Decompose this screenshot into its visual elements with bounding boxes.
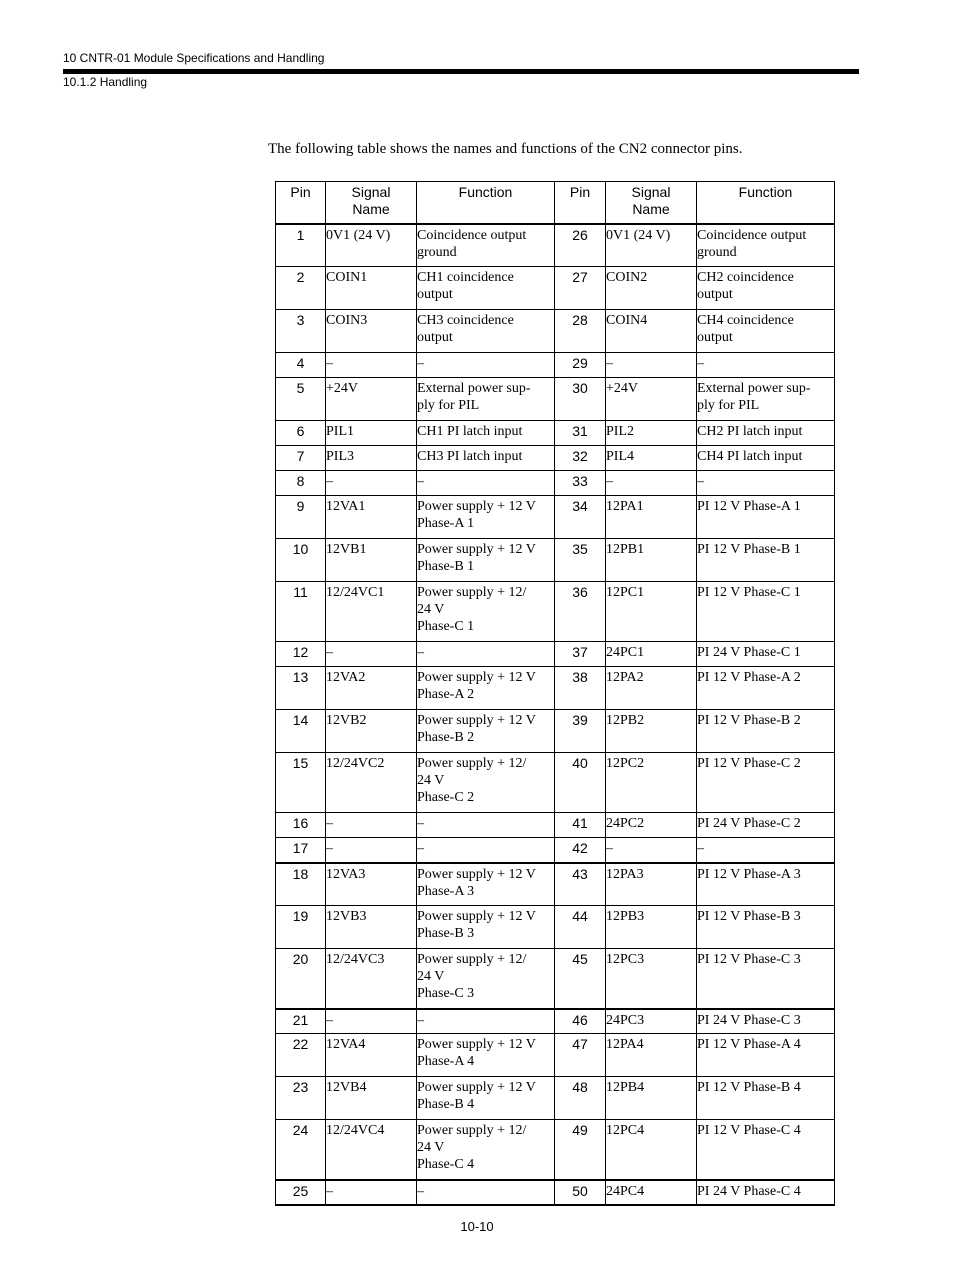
function-cell: Power supply + 12 V Phase-A 3 <box>417 863 555 906</box>
table-row <box>276 813 835 838</box>
function-cell: Power supply + 12 V Phase-A 4 <box>417 1034 555 1077</box>
table-row <box>276 471 835 496</box>
table-row <box>276 949 835 1009</box>
function-cell: External power sup- ply for PIL <box>417 378 555 421</box>
function-cell: Power supply + 12 V Phase-B 1 <box>417 539 555 582</box>
column-header-pin: Pin <box>276 182 326 224</box>
signal-name-cell: 12PA4 <box>606 1034 697 1077</box>
signal-name-cell: +24V <box>606 378 697 421</box>
signal-name-cell: – <box>326 642 417 667</box>
function-cell: – <box>417 838 555 863</box>
function-cell: PI 12 V Phase-B 3 <box>697 906 835 949</box>
signal-name-cell: COIN4 <box>606 310 697 353</box>
table-row <box>276 421 835 446</box>
signal-name-cell: 12PA1 <box>606 496 697 539</box>
signal-name-cell: 12VA1 <box>326 496 417 539</box>
function-cell: CH3 coincidence output <box>417 310 555 353</box>
column-header-function: Function <box>417 182 555 224</box>
signal-name-cell: COIN2 <box>606 267 697 310</box>
table-row <box>276 353 835 378</box>
pin-cell: 29 <box>555 353 606 378</box>
function-cell: PI 12 V Phase-A 4 <box>697 1034 835 1077</box>
function-cell: CH2 coincidence output <box>697 267 835 310</box>
function-cell: Coincidence output ground <box>697 224 835 267</box>
signal-name-cell: – <box>606 353 697 378</box>
function-cell: PI 12 V Phase-C 2 <box>697 753 835 813</box>
signal-name-cell: 12VA4 <box>326 1034 417 1077</box>
function-cell: Power supply + 12/ 24 V Phase-C 2 <box>417 753 555 813</box>
function-cell: PI 24 V Phase-C 3 <box>697 1009 835 1034</box>
function-cell: Power supply + 12 V Phase-A 2 <box>417 667 555 710</box>
pin-cell: 36 <box>555 582 606 642</box>
table-row <box>276 310 835 353</box>
table-row <box>276 582 835 642</box>
pin-cell: 47 <box>555 1034 606 1077</box>
signal-name-cell: 12/24VC3 <box>326 949 417 1009</box>
table-row <box>276 1009 835 1034</box>
signal-name-cell: 12PB1 <box>606 539 697 582</box>
pin-cell: 46 <box>555 1009 606 1034</box>
header-rule <box>63 69 859 74</box>
pin-cell: 2 <box>276 267 326 310</box>
pin-cell: 31 <box>555 421 606 446</box>
signal-name-cell: 12/24VC1 <box>326 582 417 642</box>
pin-cell: 32 <box>555 446 606 471</box>
function-cell: PI 12 V Phase-A 2 <box>697 667 835 710</box>
pin-cell: 18 <box>276 863 326 906</box>
pin-cell: 15 <box>276 753 326 813</box>
table-row <box>276 1077 835 1120</box>
signal-name-cell: 12VA2 <box>326 667 417 710</box>
function-cell: Power supply + 12/ 24 V Phase-C 4 <box>417 1120 555 1180</box>
function-cell: CH2 PI latch input <box>697 421 835 446</box>
pin-cell: 5 <box>276 378 326 421</box>
signal-name-cell: – <box>606 838 697 863</box>
pin-cell: 41 <box>555 813 606 838</box>
page-number: 10-10 <box>460 1219 494 1234</box>
pin-cell: 42 <box>555 838 606 863</box>
function-cell: Power supply + 12/ 24 V Phase-C 1 <box>417 582 555 642</box>
function-cell: PI 24 V Phase-C 4 <box>697 1180 835 1205</box>
signal-name-cell: 12PA2 <box>606 667 697 710</box>
function-cell: PI 12 V Phase-C 3 <box>697 949 835 1009</box>
signal-name-cell: 12/24VC2 <box>326 753 417 813</box>
pin-cell: 12 <box>276 642 326 667</box>
signal-name-cell: 12VB2 <box>326 710 417 753</box>
signal-name-cell: 12VB1 <box>326 539 417 582</box>
table-row <box>276 863 835 906</box>
function-cell: PI 12 V Phase-B 4 <box>697 1077 835 1120</box>
signal-name-cell: 24PC3 <box>606 1009 697 1034</box>
column-header-signal-name: Signal Name <box>326 182 417 224</box>
pin-cell: 16 <box>276 813 326 838</box>
pin-cell: 38 <box>555 667 606 710</box>
pin-cell: 24 <box>276 1120 326 1180</box>
pin-cell: 14 <box>276 710 326 753</box>
pin-cell: 28 <box>555 310 606 353</box>
signal-name-cell: 24PC4 <box>606 1180 697 1205</box>
signal-name-cell: 12PB3 <box>606 906 697 949</box>
pin-cell: 6 <box>276 421 326 446</box>
pin-cell: 20 <box>276 949 326 1009</box>
table-header-row <box>276 182 835 224</box>
function-cell: CH1 coincidence output <box>417 267 555 310</box>
function-cell: PI 12 V Phase-A 3 <box>697 863 835 906</box>
section-header: 10.1.2 Handling <box>63 75 148 89</box>
function-cell: Power supply + 12 V Phase-B 3 <box>417 906 555 949</box>
pin-cell: 39 <box>555 710 606 753</box>
function-cell: – <box>697 353 835 378</box>
signal-name-cell: 0V1 (24 V) <box>606 224 697 267</box>
pin-cell: 23 <box>276 1077 326 1120</box>
function-cell: PI 12 V Phase-B 1 <box>697 539 835 582</box>
column-header-pin: Pin <box>555 182 606 224</box>
function-cell: – <box>417 813 555 838</box>
pin-cell: 50 <box>555 1180 606 1205</box>
pin-cell: 48 <box>555 1077 606 1120</box>
signal-name-cell: PIL1 <box>326 421 417 446</box>
pin-cell: 10 <box>276 539 326 582</box>
signal-name-cell: 12PB4 <box>606 1077 697 1120</box>
table-row <box>276 753 835 813</box>
signal-name-cell: +24V <box>326 378 417 421</box>
table-row <box>276 1120 835 1180</box>
pin-cell: 3 <box>276 310 326 353</box>
function-cell: CH4 coincidence output <box>697 310 835 353</box>
signal-name-cell: PIL2 <box>606 421 697 446</box>
pin-cell: 44 <box>555 906 606 949</box>
table-row <box>276 838 835 863</box>
signal-name-cell: 12PA3 <box>606 863 697 906</box>
signal-name-cell: PIL4 <box>606 446 697 471</box>
table-row <box>276 539 835 582</box>
signal-name-cell: 24PC2 <box>606 813 697 838</box>
pin-cell: 26 <box>555 224 606 267</box>
signal-name-cell: 12PC4 <box>606 1120 697 1180</box>
column-header-function: Function <box>697 182 835 224</box>
function-cell: CH1 PI latch input <box>417 421 555 446</box>
pin-cell: 8 <box>276 471 326 496</box>
pin-cell: 11 <box>276 582 326 642</box>
pin-cell: 40 <box>555 753 606 813</box>
table-row <box>276 378 835 421</box>
pin-cell: 30 <box>555 378 606 421</box>
function-cell: Power supply + 12 V Phase-A 1 <box>417 496 555 539</box>
function-cell: CH3 PI latch input <box>417 446 555 471</box>
cn2-pin-table <box>275 181 835 1206</box>
signal-name-cell: 24PC1 <box>606 642 697 667</box>
function-cell: – <box>417 353 555 378</box>
pin-cell: 49 <box>555 1120 606 1180</box>
pin-cell: 19 <box>276 906 326 949</box>
function-cell: – <box>697 471 835 496</box>
signal-name-cell: – <box>326 1180 417 1205</box>
signal-name-cell: 12PC2 <box>606 753 697 813</box>
column-header-signal-name: Signal Name <box>606 182 697 224</box>
function-cell: PI 24 V Phase-C 2 <box>697 813 835 838</box>
function-cell: – <box>697 838 835 863</box>
pin-cell: 34 <box>555 496 606 539</box>
signal-name-cell: COIN3 <box>326 310 417 353</box>
function-cell: – <box>417 642 555 667</box>
function-cell: PI 12 V Phase-C 1 <box>697 582 835 642</box>
table-row <box>276 224 835 267</box>
pin-cell: 1 <box>276 224 326 267</box>
table-row <box>276 710 835 753</box>
signal-name-cell: – <box>606 471 697 496</box>
function-cell: Coincidence output ground <box>417 224 555 267</box>
pin-cell: 25 <box>276 1180 326 1205</box>
function-cell: External power sup- ply for PIL <box>697 378 835 421</box>
signal-name-cell: – <box>326 353 417 378</box>
function-cell: – <box>417 471 555 496</box>
signal-name-cell: – <box>326 813 417 838</box>
function-cell: PI 24 V Phase-C 1 <box>697 642 835 667</box>
pin-cell: 35 <box>555 539 606 582</box>
signal-name-cell: – <box>326 838 417 863</box>
pin-cell: 21 <box>276 1009 326 1034</box>
pin-cell: 13 <box>276 667 326 710</box>
function-cell: PI 12 V Phase-A 1 <box>697 496 835 539</box>
pin-cell: 37 <box>555 642 606 667</box>
signal-name-cell: 12PC1 <box>606 582 697 642</box>
table-row <box>276 446 835 471</box>
signal-name-cell: 12/24VC4 <box>326 1120 417 1180</box>
table-row <box>276 642 835 667</box>
table-row <box>276 1034 835 1077</box>
pin-cell: 27 <box>555 267 606 310</box>
signal-name-cell: PIL3 <box>326 446 417 471</box>
table-row <box>276 1180 835 1205</box>
chapter-header: 10 CNTR-01 Module Specifications and Handling <box>63 51 325 65</box>
table-row <box>276 667 835 710</box>
function-cell: PI 12 V Phase-B 2 <box>697 710 835 753</box>
signal-name-cell: – <box>326 471 417 496</box>
signal-name-cell: 12VB4 <box>326 1077 417 1120</box>
signal-name-cell: 12VA3 <box>326 863 417 906</box>
function-cell: CH4 PI latch input <box>697 446 835 471</box>
signal-name-cell: – <box>326 1009 417 1034</box>
table-row <box>276 906 835 949</box>
signal-name-cell: 12VB3 <box>326 906 417 949</box>
pin-cell: 43 <box>555 863 606 906</box>
table-row <box>276 267 835 310</box>
pin-cell: 9 <box>276 496 326 539</box>
function-cell: Power supply + 12 V Phase-B 2 <box>417 710 555 753</box>
signal-name-cell: COIN1 <box>326 267 417 310</box>
pin-cell: 7 <box>276 446 326 471</box>
function-cell: PI 12 V Phase-C 4 <box>697 1120 835 1180</box>
table-row <box>276 496 835 539</box>
signal-name-cell: 12PB2 <box>606 710 697 753</box>
pin-cell: 22 <box>276 1034 326 1077</box>
function-cell: – <box>417 1180 555 1205</box>
function-cell: Power supply + 12/ 24 V Phase-C 3 <box>417 949 555 1009</box>
pin-cell: 45 <box>555 949 606 1009</box>
pin-cell: 33 <box>555 471 606 496</box>
intro-paragraph: The following table shows the names and functions of the CN2 connector pins. <box>268 141 743 157</box>
pin-cell: 4 <box>276 353 326 378</box>
pin-cell: 17 <box>276 838 326 863</box>
signal-name-cell: 12PC3 <box>606 949 697 1009</box>
function-cell: Power supply + 12 V Phase-B 4 <box>417 1077 555 1120</box>
function-cell: – <box>417 1009 555 1034</box>
signal-name-cell: 0V1 (24 V) <box>326 224 417 267</box>
